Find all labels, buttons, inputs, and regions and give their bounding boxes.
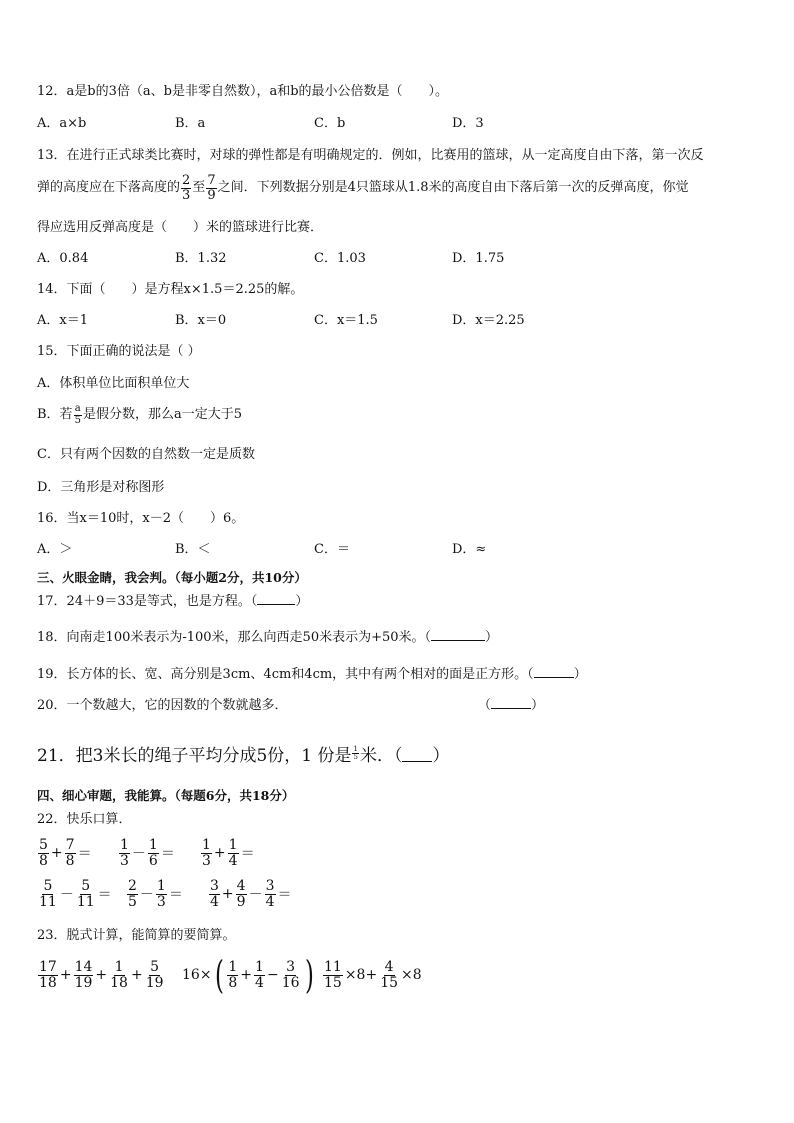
operator: － bbox=[139, 887, 154, 904]
q20-answer bbox=[478, 698, 544, 714]
q12-option-d: D．3 bbox=[452, 116, 484, 131]
q15-option-a: A．体积单位比面积单位大 bbox=[37, 376, 190, 391]
operator: + bbox=[50, 845, 63, 862]
q14-option-d: D．x＝2.25 bbox=[452, 313, 525, 328]
q13-option-d: D．1.75 bbox=[452, 251, 505, 266]
numerator: 1 bbox=[120, 837, 129, 853]
q15-frac-numerator: a bbox=[74, 403, 81, 414]
denominator: 8 bbox=[228, 974, 238, 991]
left-paren: ( bbox=[214, 953, 224, 997]
q22-expr-2 bbox=[118, 838, 176, 868]
q17-answer-blank[interactable] bbox=[257, 604, 295, 605]
fraction bbox=[201, 838, 212, 868]
q16-option-c: C．＝ bbox=[314, 542, 350, 557]
q13-line1: 13．在进行正式球类比赛时，对球的弹性都是有明确规定的．例如，比赛用的篮球，从一定高度自由下落，第一次反 bbox=[37, 148, 704, 163]
fraction bbox=[148, 838, 159, 868]
q12-option-b: B．a bbox=[175, 116, 206, 131]
numerator: 1 bbox=[202, 837, 211, 853]
denominator: 4 bbox=[210, 893, 219, 910]
fraction bbox=[265, 879, 276, 909]
denominator: 19 bbox=[145, 974, 164, 991]
q13-line2-pre: 弹的高度应在下落高度的 bbox=[37, 180, 181, 196]
operator: ×8 bbox=[401, 967, 422, 984]
numerator: 11 bbox=[324, 959, 342, 975]
q20-answer-blank[interactable] bbox=[491, 708, 531, 709]
q15-stem: 15．下面正确的说法是（ ） bbox=[37, 344, 201, 359]
fraction bbox=[74, 960, 94, 990]
q15-fraction-a-5 bbox=[74, 404, 82, 426]
q13-fraction-7-9 bbox=[206, 174, 216, 202]
q15-option-c: C．只有两个因数的自然数一定是质数 bbox=[37, 447, 255, 462]
denominator: 5 bbox=[128, 893, 137, 910]
denominator: 8 bbox=[65, 852, 75, 869]
denominator: 15 bbox=[380, 974, 399, 991]
fraction bbox=[119, 838, 130, 868]
fraction bbox=[323, 960, 343, 990]
q16-option-a: A．＞ bbox=[37, 542, 73, 557]
q13-frac1-denominator: 3 bbox=[182, 187, 191, 203]
q17-close: ） bbox=[295, 594, 309, 609]
denominator: 3 bbox=[120, 852, 129, 869]
fraction bbox=[227, 960, 238, 990]
denominator: 11 bbox=[76, 893, 95, 910]
q14-stem: 14．下面（ ）是方程x×1.5＝2.25的解。 bbox=[37, 282, 304, 297]
numerator: 2 bbox=[128, 878, 137, 894]
q20-text: 20．一个数越大，它的因数的个数就越多． bbox=[37, 698, 288, 713]
plus-sign: + bbox=[130, 967, 143, 984]
numerator: 3 bbox=[265, 878, 275, 894]
denominator: 4 bbox=[255, 974, 264, 991]
q23-expr-a bbox=[37, 960, 166, 990]
denominator: 3 bbox=[202, 852, 211, 869]
q13-option-c: C．1.03 bbox=[314, 251, 366, 266]
q21-answer-blank[interactable] bbox=[402, 745, 432, 762]
q22-expr-1 bbox=[37, 838, 93, 868]
q21-fraction-1-5 bbox=[352, 746, 358, 762]
denominator: 9 bbox=[236, 893, 246, 910]
q19-answer-blank[interactable] bbox=[534, 677, 574, 678]
denominator: 4 bbox=[265, 893, 275, 910]
denominator: 11 bbox=[39, 893, 57, 910]
q15-option-d: D．三角形是对称图形 bbox=[37, 480, 165, 495]
numerator: 1 bbox=[255, 958, 264, 975]
section-4-heading: 四、细心审题，我能算。（每题6分，共18分） bbox=[37, 788, 295, 803]
numerator: 7 bbox=[65, 837, 75, 853]
equals-sign: ＝ bbox=[77, 846, 92, 863]
q13-frac2-denominator: 9 bbox=[207, 187, 216, 203]
q19-close: ） bbox=[573, 667, 587, 682]
q23-stem: 23．脱式计算，能简算的要简算。 bbox=[37, 928, 236, 943]
q21-pre: 21．把3米长的绳子平均分成5份，1 份是 bbox=[37, 746, 352, 766]
q21-post: 米．（ bbox=[359, 746, 403, 766]
numerator: 1 bbox=[156, 878, 166, 894]
q15-frac-denominator: 5 bbox=[74, 414, 81, 426]
fraction bbox=[109, 960, 129, 990]
q15-option-b-post: 是假分数，那么a一定大于5 bbox=[82, 407, 242, 422]
fraction bbox=[145, 960, 165, 990]
q12-option-c: C．b bbox=[314, 116, 346, 131]
numerator: 3 bbox=[210, 878, 219, 894]
equals-sign: ＝ bbox=[240, 846, 255, 863]
q16-option-b: B．＜ bbox=[175, 542, 211, 557]
denominator: 4 bbox=[228, 852, 238, 869]
q15-option-b bbox=[37, 404, 242, 426]
q12-stem: 12．a是b的3倍（a、b是非零自然数），a和b的最小公倍数是（ ）。 bbox=[37, 84, 449, 99]
fraction bbox=[38, 838, 49, 868]
q22-stem: 22．快乐口算． bbox=[37, 812, 132, 827]
operator: － bbox=[248, 887, 263, 904]
equals-sign: ＝ bbox=[97, 887, 112, 904]
fraction bbox=[209, 879, 220, 909]
q13-frac1-numerator: 2 bbox=[182, 173, 191, 188]
numerator: 5 bbox=[39, 837, 48, 853]
section-3-heading: 三、火眼金睛，我会判。（每小题2分，共10分） bbox=[37, 570, 307, 585]
q15-option-b-pre: B．若 bbox=[37, 407, 73, 422]
plus-sign: + bbox=[95, 967, 108, 984]
q13-to: 至 bbox=[192, 180, 206, 196]
q21-close: ） bbox=[432, 746, 450, 766]
q13-frac2-numerator: 7 bbox=[207, 173, 216, 188]
q13-option-a: A．0.84 bbox=[37, 251, 89, 266]
q18 bbox=[37, 630, 498, 646]
denominator: 18 bbox=[39, 974, 57, 991]
fraction bbox=[76, 879, 96, 909]
q13-line2-post: 之间．下列数据分别是4只篮球从1.8米的高度自由下落后第一次的反弹高度，你觉 bbox=[217, 180, 689, 196]
denominator: 18 bbox=[110, 974, 128, 991]
q18-text: 18．向南走100米表示为-100米，那么向西走50米表示为+50米。（ bbox=[37, 630, 432, 645]
numerator: 3 bbox=[286, 958, 296, 975]
q14-option-a: A．x＝1 bbox=[37, 313, 88, 328]
q19-text: 19．长方体的长、宽、高分别是3cm、4cm和4cm，其中有两个相对的面是正方形。（ bbox=[37, 667, 534, 682]
q20-open: （ bbox=[478, 698, 492, 713]
equals-sign: ＝ bbox=[277, 887, 292, 904]
numerator: 17 bbox=[39, 959, 57, 975]
numerator: 4 bbox=[236, 878, 246, 894]
numerator: 1 bbox=[228, 837, 238, 853]
fraction bbox=[38, 879, 58, 909]
equals-sign: ＝ bbox=[160, 846, 175, 863]
fraction bbox=[236, 879, 247, 909]
denominator: 8 bbox=[39, 852, 48, 869]
denominator: 6 bbox=[148, 852, 158, 869]
q20-close: ） bbox=[531, 698, 545, 713]
fraction bbox=[281, 960, 301, 990]
operator: ×8+ bbox=[344, 967, 378, 984]
fraction bbox=[379, 960, 399, 990]
q18-close: ） bbox=[485, 630, 499, 645]
operator: + bbox=[221, 886, 234, 903]
right-paren: ) bbox=[304, 953, 314, 997]
q16-stem: 16．当x＝10时，x－2（ ）6。 bbox=[37, 511, 245, 526]
q19 bbox=[37, 667, 587, 683]
q22-expr-6 bbox=[208, 879, 293, 909]
q14-option-b: B．x＝0 bbox=[175, 313, 227, 328]
numerator: 14 bbox=[74, 959, 93, 975]
numerator: 1 bbox=[148, 837, 158, 853]
denominator: 19 bbox=[74, 974, 93, 991]
q12-option-a: A．a×b bbox=[37, 116, 87, 131]
minus-sign: − bbox=[266, 967, 279, 983]
q13-option-b: B．1.32 bbox=[175, 251, 227, 266]
numerator: 4 bbox=[384, 959, 394, 975]
fraction bbox=[65, 838, 76, 868]
equals-sign: ＝ bbox=[168, 887, 183, 904]
fraction bbox=[254, 960, 265, 990]
q22-expr-5 bbox=[126, 879, 184, 909]
numerator: 1 bbox=[228, 958, 238, 975]
operator: － bbox=[59, 887, 74, 904]
fraction bbox=[156, 879, 167, 909]
plus-sign: + bbox=[59, 967, 72, 984]
plus-sign: + bbox=[240, 967, 253, 983]
q21-frac-numerator: 1 bbox=[353, 744, 358, 753]
q17 bbox=[37, 594, 308, 610]
denominator: 15 bbox=[324, 974, 342, 991]
numerator: 5 bbox=[81, 878, 91, 894]
q18-answer-blank[interactable] bbox=[431, 640, 485, 641]
numerator: 1 bbox=[114, 959, 124, 975]
q22-expr-3 bbox=[200, 838, 256, 868]
q23-expr-c bbox=[322, 960, 423, 990]
q13-line3: 得应选用反弹高度是（ ）米的篮球进行比赛． bbox=[37, 220, 324, 235]
q13-line2 bbox=[37, 174, 689, 202]
q13-fraction-2-3 bbox=[181, 174, 191, 202]
q16-option-d: D．≈ bbox=[452, 542, 487, 557]
numerator: 5 bbox=[150, 959, 160, 975]
operator: + bbox=[213, 845, 226, 862]
q22-expr-4 bbox=[37, 879, 113, 909]
fraction bbox=[228, 838, 239, 868]
fraction bbox=[38, 960, 58, 990]
q21 bbox=[37, 741, 449, 766]
denominator: 16 bbox=[281, 974, 300, 991]
operator: － bbox=[131, 846, 146, 863]
denominator: 3 bbox=[156, 893, 166, 910]
numerator: 5 bbox=[43, 878, 53, 894]
coefficient: 16× bbox=[182, 967, 212, 983]
q17-text: 17．24＋9＝33是等式，也是方程。（ bbox=[37, 594, 258, 609]
fraction bbox=[127, 879, 138, 909]
q23-expr-b bbox=[182, 953, 316, 997]
q21-frac-denominator: 5 bbox=[353, 753, 358, 761]
q14-option-c: C．x＝1.5 bbox=[314, 313, 378, 328]
